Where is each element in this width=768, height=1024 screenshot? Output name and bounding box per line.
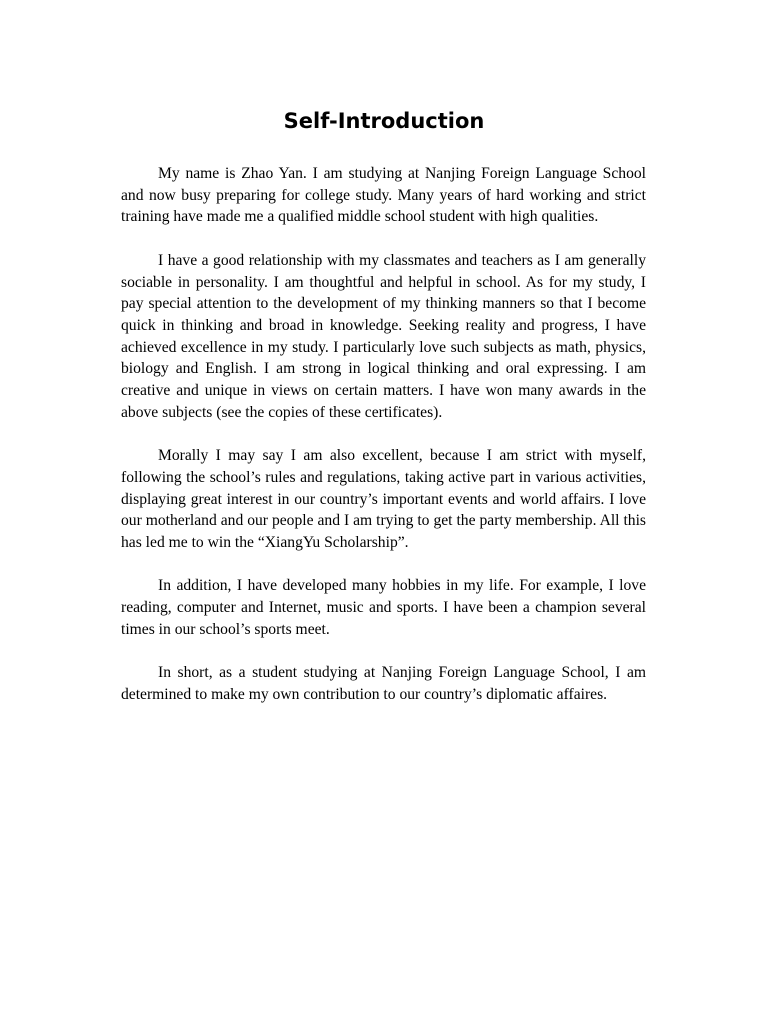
document-body bbox=[121, 163, 646, 727]
paragraph-study: I have a good relationship with my classmates and teachers as I am generally sociable in personality. I am thoughtful and helpful in school. As for my study, I pay special attention to the development of my thinking manners so that I become quick in thinking and broad in knowledge. Seeking reality and progress, I have achieved excellence in my study. I particularly love such subjects as math, physics, biology and English. I am strong in logical thinking and oral expressing. I am creative and unique in views on certain matters. I have won many awards in the above subjects (see the copies of these certificates). bbox=[121, 251, 646, 421]
paragraph-introduction: My name is Zhao Yan. I am studying at Nanjing Foreign Language School and now busy preparing for college study. Many years of hard working and strict training have made me a qualified middle school student with high qualities. bbox=[121, 165, 646, 226]
paragraph-conclusion: In short, as a student studying at Nanjing Foreign Language School, I am determined to make my own contribution to our country’s diplomatic affaires. bbox=[121, 664, 646, 703]
paragraph-hobbies: In addition, I have developed many hobbies in my life. For example, I love reading, computer and Internet, music and sports. I have been a champion several times in our school’s sports meet. bbox=[121, 577, 646, 638]
paragraph-morality: Morally I may say I am also excellent, because I am strict with myself, following the school’s rules and regulations, taking active part in various activities, displaying great interest in our country’s important events and world affairs. I love our motherland and our people and I am trying to get the party membership. All this has led me to win the “XiangYu Scholarship”. bbox=[121, 447, 646, 551]
document-title: Self-Introduction bbox=[283, 109, 485, 133]
